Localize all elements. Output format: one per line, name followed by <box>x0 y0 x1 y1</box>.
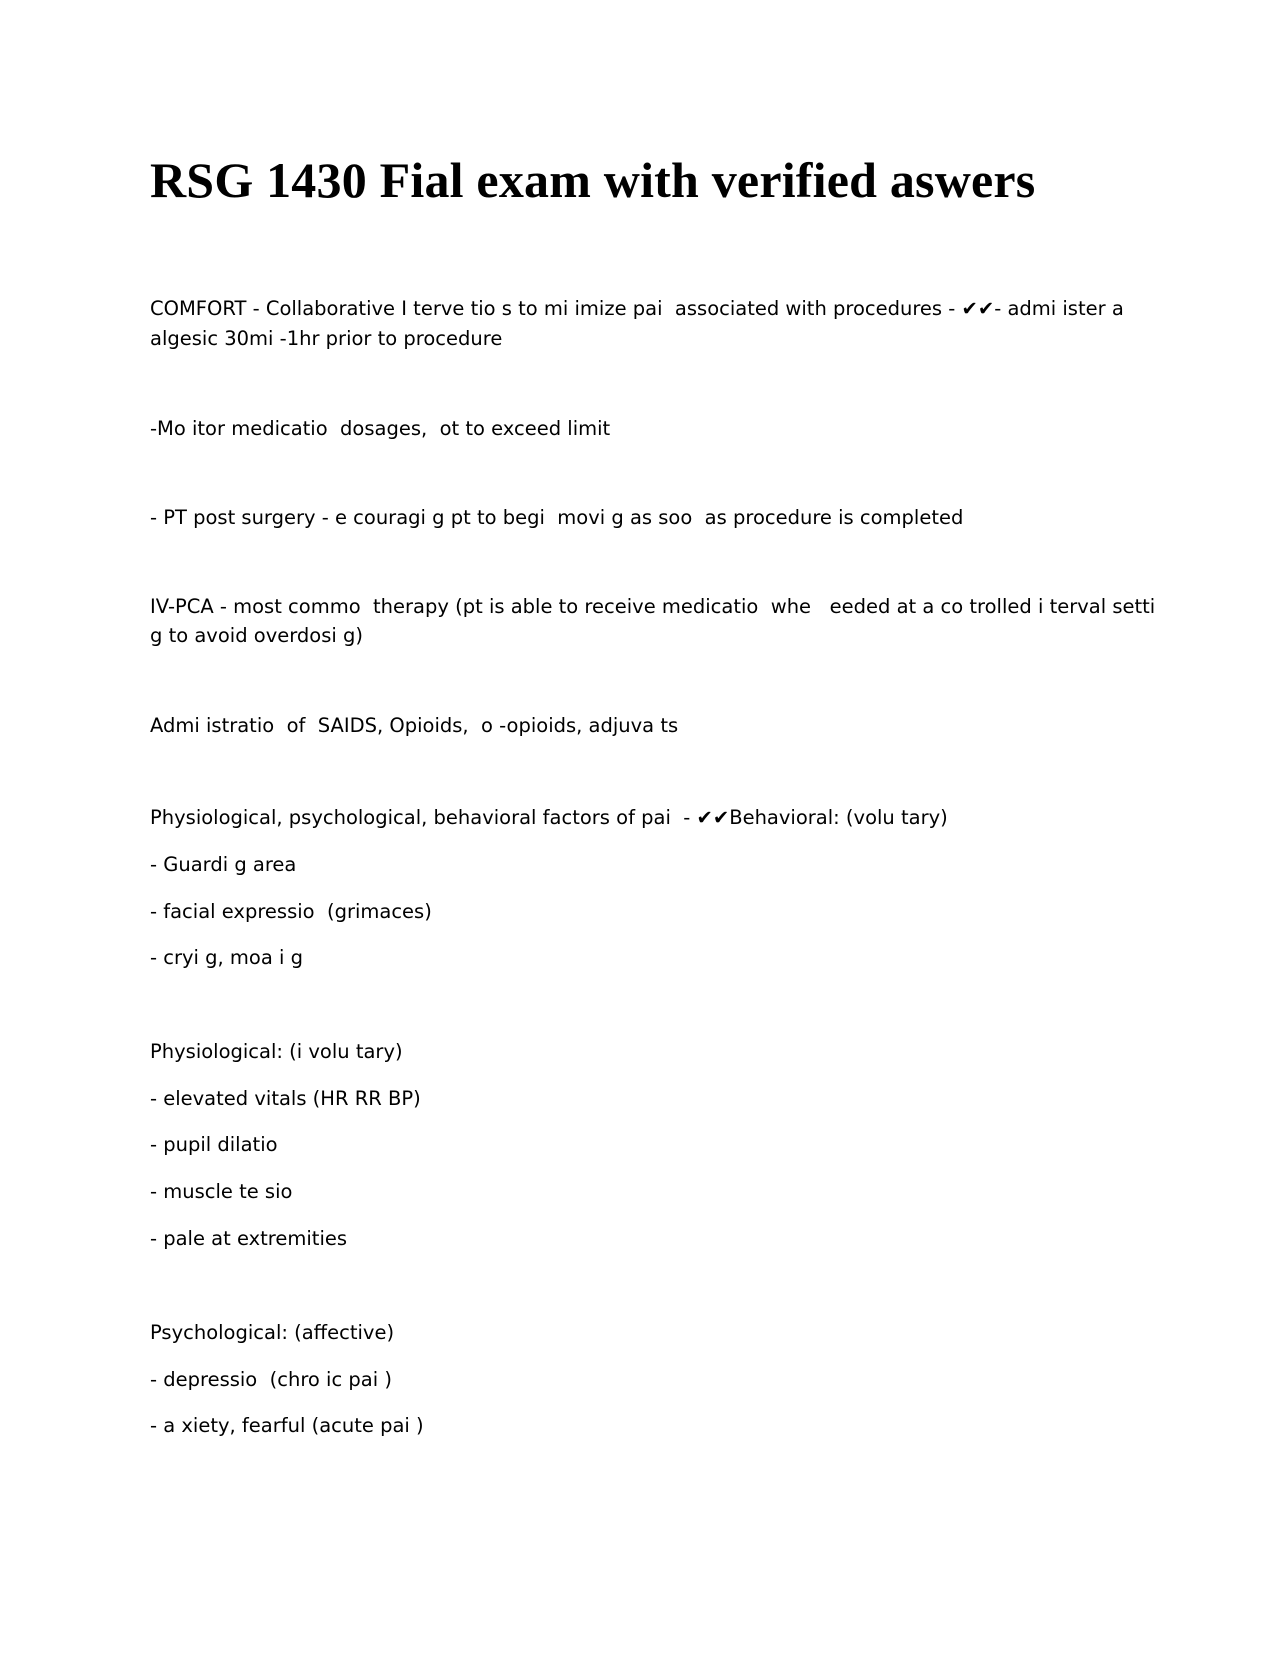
document-title: RSG 1430 Fial exam with verified aswers <box>150 152 1036 208</box>
physiological-item-2: - pupil dilatio <box>150 1133 278 1156</box>
psychological-heading: Psychological: (affective) <box>150 1321 395 1344</box>
physiological-item-1: - elevated vitals (HR RR BP) <box>150 1087 421 1110</box>
psychological-item-1: - depressio (chro ic pai ) <box>150 1368 392 1391</box>
physiological-item-3: - muscle te sio <box>150 1180 293 1203</box>
factors-line: Physiological, psychological, behavioral factors of pai - ✔✔Behavioral: (volu tary) <box>150 806 948 829</box>
behavioral-item-2: - facial expressio (grimaces) <box>150 900 432 923</box>
pt-post-surgery-line: - PT post surgery - e couragi g pt to begi movi g as soo as procedure is completed <box>150 506 964 529</box>
comfort-line-2: algesic 30mi -1hr prior to procedure <box>150 327 503 350</box>
behavioral-item-3: - cryi g, moa i g <box>150 946 303 969</box>
monitor-line: -Mo itor medicatio dosages, ot to exceed limit <box>150 417 611 440</box>
psychological-item-2: - a xiety, fearful (acute pai ) <box>150 1414 424 1437</box>
physiological-heading: Physiological: (i volu tary) <box>150 1040 403 1063</box>
iv-pca-line-2: g to avoid overdosi g) <box>150 624 363 647</box>
behavioral-item-1: - Guardi g area <box>150 853 297 876</box>
iv-pca-line-1: IV-PCA - most commo therapy (pt is able to receive medicatio whe eeded at a co trolled i terval setti <box>150 595 1156 618</box>
administration-line: Admi istratio of SAIDS, Opioids, o -opioids, adjuva ts <box>150 714 679 737</box>
physiological-item-4: - pale at extremities <box>150 1227 348 1250</box>
comfort-line-1: COMFORT - Collaborative I terve tio s to mi imize pai associated with procedures - ✔✔- admi ister a <box>150 297 1124 320</box>
